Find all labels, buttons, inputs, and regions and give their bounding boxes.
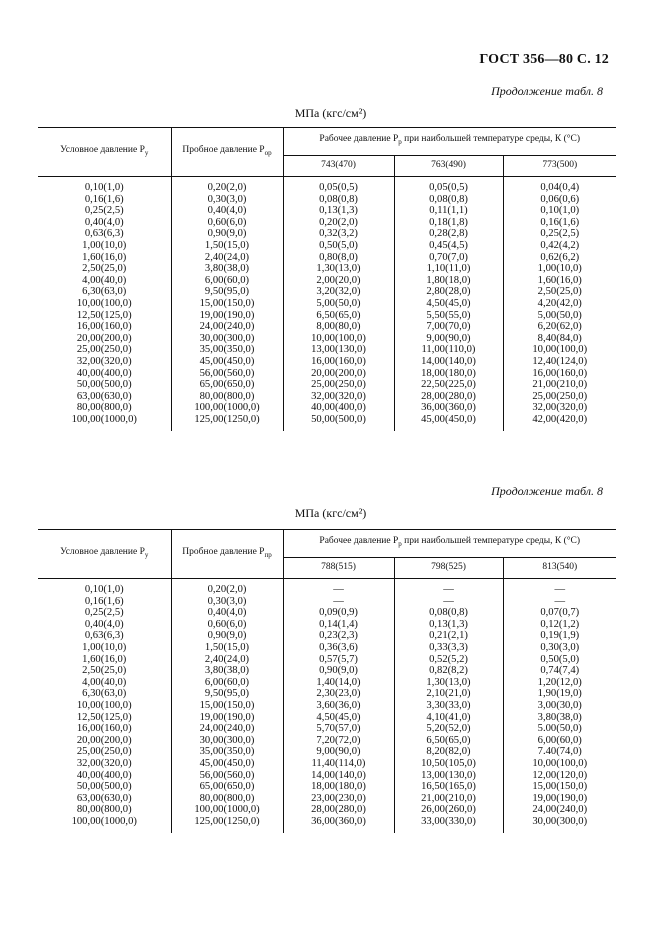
table-cell: 6,20(62,0) [503, 321, 616, 333]
table-row [38, 333, 616, 345]
table-cell: 5,00(50,0) [503, 310, 616, 322]
table-cell: 18,00(180,0) [283, 781, 394, 793]
table-cell: — [394, 596, 503, 608]
table-row [38, 379, 616, 391]
table-cell: 5,70(57,0) [283, 723, 394, 735]
table-cell: 15,00(150,0) [171, 298, 283, 310]
table-cell: 5,00(50,0) [283, 298, 394, 310]
table-cell: 9,50(95,0) [171, 688, 283, 700]
table-row [38, 642, 616, 654]
table-row [38, 700, 616, 712]
table-cell: 0,05(0,5) [394, 177, 503, 194]
table-cell: 9,00(90,0) [394, 333, 503, 345]
table-cell: 10,00(100,0) [76, 699, 132, 711]
table-cell: 40,00(400,0) [283, 402, 394, 414]
table-cell: 2,50(25,0) [82, 263, 127, 275]
table-cell: 1,00(10,0) [82, 641, 127, 653]
table-cell: 0,40(4,0) [171, 205, 283, 217]
table-cell: 32,00(320,0) [76, 355, 132, 367]
table-cell: 1,20(12,0) [503, 677, 616, 689]
table-row [38, 275, 616, 287]
table-cell: 32,00(320,0) [503, 402, 616, 414]
table-cell: 0,08(0,8) [394, 194, 503, 206]
table-row [38, 712, 616, 724]
header-working-pressure: Рабочее давление $P_р$ при наибольшей температуре среды, К (°С) [283, 530, 616, 558]
table-cell: 6,00(60,0) [503, 735, 616, 747]
table-row [38, 177, 616, 194]
table-row [38, 654, 616, 666]
table-cell: 3,30(33,0) [394, 700, 503, 712]
table-cell: 1,00(10,0) [82, 239, 127, 251]
table-cell: — [283, 579, 394, 596]
table-cell: 19,00(190,0) [171, 310, 283, 322]
table-row [38, 630, 616, 642]
table-cell: 0,18(1,8) [394, 217, 503, 229]
table-cell: 0,13(1,3) [394, 619, 503, 631]
table-cell: 5.00(50,0) [503, 723, 616, 735]
table-cell: 4,50(45,0) [283, 712, 394, 724]
table-row [38, 391, 616, 403]
table-cell: 100,00(1000,0) [171, 804, 283, 816]
table-cell: 12,50(125,0) [76, 309, 132, 321]
table-cell: 1,60(16,0) [82, 251, 127, 263]
table-cell: 56,00(560,0) [171, 770, 283, 782]
table-cell: 35,00(350,0) [171, 344, 283, 356]
pressure-table-1 [38, 127, 616, 431]
table-cell: 2,40(24,0) [171, 252, 283, 264]
table-cell: 2,50(25,0) [503, 286, 616, 298]
table-cell: 0,16(1,6) [84, 193, 124, 205]
table-cell: 26,00(260,0) [394, 804, 503, 816]
table-cell: 0,40(4,0) [84, 618, 124, 630]
table-cell: 42,00(420,0) [503, 414, 616, 432]
table-cell: 0,12(1,2) [503, 619, 616, 631]
table-cell: 11,40(114,0) [283, 758, 394, 770]
table-cell: 10,00(100,0) [283, 333, 394, 345]
header-temp-3: 813(540) [503, 558, 616, 579]
table-row [38, 688, 616, 700]
table-cell: 0,90(9,0) [171, 630, 283, 642]
table-cell: 4,50(45,0) [394, 298, 503, 310]
table-cell: 21,00(210,0) [503, 379, 616, 391]
table-cell: 56,00(560,0) [171, 368, 283, 380]
table-cell: 12,40(124,0) [503, 356, 616, 368]
table-cell: 2,40(24,0) [171, 654, 283, 666]
page-header: ГОСТ 356—80 С. 12 [479, 52, 609, 67]
table-cell: 30,00(300,0) [171, 735, 283, 747]
table-cell: 1,30(13,0) [283, 263, 394, 275]
table-cell: 0,21(2,1) [394, 630, 503, 642]
table-cell: 3,00(30,0) [503, 700, 616, 712]
table-cell: 0,70(7,0) [394, 252, 503, 264]
table-cell: 10,50(105,0) [394, 758, 503, 770]
table-cell: 4,00(40,0) [82, 274, 127, 286]
table-cell: 0,08(0,8) [283, 194, 394, 206]
table-cell: 0,08(0,8) [394, 607, 503, 619]
table-cell: 3,80(38,0) [171, 665, 283, 677]
table-cell: 0,30(3,0) [171, 194, 283, 206]
table-cell: 5,20(52,0) [394, 723, 503, 735]
table-cell: 1,90(19,0) [503, 688, 616, 700]
unit-label-2: МПа (кгс/см²) [294, 506, 367, 520]
table-cell: 45,00(450,0) [171, 356, 283, 368]
table-cell: 100,00(1000,0) [71, 815, 137, 827]
table-row [38, 414, 616, 432]
table-cell: 16,50(165,0) [394, 781, 503, 793]
table-cell: 20,00(200,0) [283, 368, 394, 380]
table-row [38, 596, 616, 608]
table-cell: 0,36(3,6) [283, 642, 394, 654]
continuation-label-2: Продолжение табл. 8 [491, 484, 603, 498]
table-cell: 0,25(2,5) [84, 607, 124, 619]
table-cell: 80,00(800,0) [76, 804, 132, 816]
table-cell: 0,09(0,9) [283, 607, 394, 619]
table-cell: 100,00(1000,0) [171, 402, 283, 414]
table-cell: 25,00(250,0) [503, 391, 616, 403]
table-cell: 80,00(800,0) [76, 402, 132, 414]
table-cell: 0,80(8,0) [283, 252, 394, 264]
table-cell: 0,50(5,0) [503, 654, 616, 666]
table-cell: — [503, 579, 616, 596]
table-cell: 0,10(1,0) [84, 182, 124, 193]
table-row [38, 402, 616, 414]
table-cell: 9,00(90,0) [283, 746, 394, 758]
table-cell: 16,00(160,0) [76, 723, 132, 735]
table-cell: 13,00(130,0) [394, 770, 503, 782]
table-cell: 0,19(1,9) [503, 630, 616, 642]
header-temp-2: 798(525) [394, 558, 503, 579]
table-cell: 0,52(5,2) [394, 654, 503, 666]
table-cell: 2,80(28,0) [394, 286, 503, 298]
table-cell: 15,00(150,0) [171, 700, 283, 712]
table-cell: 3,60(36,0) [283, 700, 394, 712]
table-row [38, 286, 616, 298]
table-row [38, 310, 616, 322]
table-cell: 1,50(15,0) [171, 240, 283, 252]
table-cell: 10,00(100,0) [503, 344, 616, 356]
table-cell: 100,00(1000,0) [71, 413, 137, 425]
pressure-table-2 [38, 529, 616, 833]
table-cell: 80,00(800,0) [171, 391, 283, 403]
table-cell: 80,00(800,0) [171, 793, 283, 805]
table-cell: 0,06(0,6) [503, 194, 616, 206]
header-temp-1: 788(515) [283, 558, 394, 579]
table-cell: 0,90(9,0) [171, 228, 283, 240]
table-cell: 0,11(1,1) [394, 205, 503, 217]
table-cell: 6,00(60,0) [171, 677, 283, 689]
table-cell: 0,25(2,5) [84, 205, 124, 217]
table-cell: 15,00(150,0) [503, 781, 616, 793]
table-row [38, 194, 616, 206]
table-cell: 7,00(70,0) [394, 321, 503, 333]
header-temp-3: 773(500) [503, 156, 616, 177]
table-cell: 14,00(140,0) [394, 356, 503, 368]
table-cell: 4,20(42,0) [503, 298, 616, 310]
header-nominal-pressure: Условное давление $P_у$ [38, 128, 171, 177]
table-cell: 50,00(500,0) [76, 379, 132, 391]
table-cell: 0,62(6,2) [503, 252, 616, 264]
table-cell: 0,16(1,6) [503, 217, 616, 229]
table-cell: 28,00(280,0) [283, 804, 394, 816]
table-cell: 14,00(140,0) [283, 770, 394, 782]
table-cell: 1,80(18,0) [394, 275, 503, 287]
table-cell: 25,00(250,0) [283, 379, 394, 391]
table-cell: 10,00(100,0) [76, 297, 132, 309]
table-cell: 6,30(63,0) [82, 688, 127, 700]
table-cell: 9,50(95,0) [171, 286, 283, 298]
table-cell: 2,30(23,0) [283, 688, 394, 700]
table-cell: 22,50(225,0) [394, 379, 503, 391]
table-cell: 0,32(3,2) [283, 228, 394, 240]
table-cell: 0,82(8,2) [394, 665, 503, 677]
table-cell: 5,50(55,0) [394, 310, 503, 322]
table-cell: 1,40(14,0) [283, 677, 394, 689]
table-cell: 19,00(190,0) [503, 793, 616, 805]
table-cell: 6,50(65,0) [394, 735, 503, 747]
continuation-label-1: Продолжение табл. 8 [491, 84, 603, 98]
table-cell: 6,30(63,0) [82, 286, 127, 298]
table-row [38, 321, 616, 333]
table-row [38, 677, 616, 689]
table-cell: 40,00(400,0) [76, 769, 132, 781]
table-cell: 0,13(1,3) [283, 205, 394, 217]
table-cell: 65,00(650,0) [171, 781, 283, 793]
table-cell: 0,57(5,7) [283, 654, 394, 666]
table-cell: 0,74(7,4) [503, 665, 616, 677]
table-cell: 24,00(240,0) [503, 804, 616, 816]
table-cell: 36,00(360,0) [283, 816, 394, 834]
table-cell: 13,00(130,0) [283, 344, 394, 356]
table-row [38, 228, 616, 240]
table-cell: 0,23(2,3) [283, 630, 394, 642]
table-cell: 0,20(2,0) [171, 177, 283, 194]
table-cell: 28,00(280,0) [394, 391, 503, 403]
table-row [38, 356, 616, 368]
table-row [38, 252, 616, 264]
table-row [38, 781, 616, 793]
table-cell: 11,00(110,0) [394, 344, 503, 356]
header-temp-2: 763(490) [394, 156, 503, 177]
table-cell: 12,00(120,0) [503, 770, 616, 782]
table-row [38, 793, 616, 805]
table-cell: 2,00(20,0) [283, 275, 394, 287]
table-cell: 0,63(6,3) [84, 228, 124, 240]
table-cell: 16,00(160,0) [76, 321, 132, 333]
table-cell: 3,20(32,0) [283, 286, 394, 298]
table-row [38, 368, 616, 380]
header-test-pressure: Пробное давление $P_{ор}$ [171, 128, 283, 177]
table-cell: 0,20(2,0) [171, 579, 283, 596]
table-cell: 40,00(400,0) [76, 367, 132, 379]
table-cell: 3,80(38,0) [503, 712, 616, 724]
table-row [38, 804, 616, 816]
table-cell: 21,00(210,0) [394, 793, 503, 805]
table-cell: 33,00(330,0) [394, 816, 503, 834]
table-row [38, 665, 616, 677]
table-cell: 0,90(9,0) [283, 665, 394, 677]
table-row [38, 579, 616, 596]
table-cell: 6,50(65,0) [283, 310, 394, 322]
table-row [38, 735, 616, 747]
table-cell: 0,40(4,0) [84, 216, 124, 228]
table-cell: 63,00(630,0) [76, 792, 132, 804]
table-cell: — [283, 596, 394, 608]
table-row [38, 723, 616, 735]
table-row [38, 770, 616, 782]
table-cell: 23,00(230,0) [283, 793, 394, 805]
table-cell: 12,50(125,0) [76, 711, 132, 723]
table-cell: 0,40(4,0) [171, 607, 283, 619]
header-nominal-pressure: Условное давление $P_у$ [38, 530, 171, 579]
table-cell: — [503, 596, 616, 608]
table-cell: 36,00(360,0) [394, 402, 503, 414]
table-cell: 0,28(2,8) [394, 228, 503, 240]
table-cell: — [394, 579, 503, 596]
table-cell: 7.40(74,0) [503, 746, 616, 758]
table-row [38, 240, 616, 252]
table-cell: 19,00(190,0) [171, 712, 283, 724]
table-cell: 45,00(450,0) [394, 414, 503, 432]
table-cell: 0,60(6,0) [171, 217, 283, 229]
table-cell: 0,63(6,3) [84, 630, 124, 642]
table-cell: 0,10(1,0) [503, 205, 616, 217]
table-cell: 3,80(38,0) [171, 263, 283, 275]
table-cell: 0,33(3,3) [394, 642, 503, 654]
table-cell: 1,50(15,0) [171, 642, 283, 654]
table-row [38, 344, 616, 356]
table-row [38, 746, 616, 758]
table-cell: 35,00(350,0) [171, 746, 283, 758]
table-cell: 125,00(1250,0) [171, 414, 283, 432]
table-cell: 25,00(250,0) [76, 344, 132, 356]
table-row [38, 607, 616, 619]
table-cell: 16,00(160,0) [283, 356, 394, 368]
table-cell: 4,00(40,0) [82, 676, 127, 688]
table-cell: 50,00(500,0) [76, 781, 132, 793]
table-row [38, 619, 616, 631]
table-row [38, 217, 616, 229]
table-cell: 24,00(240,0) [171, 723, 283, 735]
table-row [38, 263, 616, 275]
table-cell: 0,04(0,4) [503, 177, 616, 194]
table-cell: 20,00(200,0) [76, 734, 132, 746]
table-cell: 20,00(200,0) [76, 332, 132, 344]
header-temp-1: 743(470) [283, 156, 394, 177]
table-row [38, 205, 616, 217]
table-cell: 32,00(320,0) [283, 391, 394, 403]
table-cell: 0,30(3,0) [503, 642, 616, 654]
table-cell: 0,10(1,0) [84, 584, 124, 595]
table-cell: 0,07(0,7) [503, 607, 616, 619]
table-cell: 125,00(1250,0) [171, 816, 283, 834]
table-cell: 18,00(180,0) [394, 368, 503, 380]
header-test-pressure: Пробное давление $P_{пр}$ [171, 530, 283, 579]
unit-label-1: МПа (кгс/см²) [294, 106, 367, 120]
table-cell: 8,40(84,0) [503, 333, 616, 345]
table-cell: 16,00(160,0) [503, 368, 616, 380]
table-row [38, 298, 616, 310]
table-cell: 1,30(13,0) [394, 677, 503, 689]
table-cell: 0,14(1,4) [283, 619, 394, 631]
table-cell: 45,00(450,0) [171, 758, 283, 770]
table-cell: 6,00(60,0) [171, 275, 283, 287]
table-cell: 0,42(4,2) [503, 240, 616, 252]
table-cell: 2,50(25,0) [82, 665, 127, 677]
table-cell: 30,00(300,0) [503, 816, 616, 834]
table-cell: 0,60(6,0) [171, 619, 283, 631]
table-cell: 0,50(5,0) [283, 240, 394, 252]
table-cell: 0,45(4,5) [394, 240, 503, 252]
table-cell: 8,00(80,0) [283, 321, 394, 333]
table-cell: 63,00(630,0) [76, 390, 132, 402]
table-cell: 1,60(16,0) [82, 653, 127, 665]
table-cell: 0,16(1,6) [84, 595, 124, 607]
header-working-pressure: Рабочее давление $P_р$ при наибольшей температуре среды, К (°С) [283, 128, 616, 156]
table-row [38, 758, 616, 770]
table-cell: 8,20(82,0) [394, 746, 503, 758]
table-cell: 32,00(320,0) [76, 757, 132, 769]
table-cell: 0,05(0,5) [283, 177, 394, 194]
table-cell: 7,20(72,0) [283, 735, 394, 747]
table-cell: 1,10(11,0) [394, 263, 503, 275]
table-cell: 30,00(300,0) [171, 333, 283, 345]
table-cell: 65,00(650,0) [171, 379, 283, 391]
table-cell: 0,20(2,0) [283, 217, 394, 229]
table-cell: 4,10(41,0) [394, 712, 503, 724]
table-cell: 25,00(250,0) [76, 746, 132, 758]
table-cell: 50,00(500,0) [283, 414, 394, 432]
table-cell: 2,10(21,0) [394, 688, 503, 700]
table-row [38, 816, 616, 834]
table-cell: 24,00(240,0) [171, 321, 283, 333]
table-cell: 10,00(100,0) [503, 758, 616, 770]
table-cell: 0,25(2,5) [503, 228, 616, 240]
table-cell: 1,00(10,0) [503, 263, 616, 275]
table-cell: 1,60(16,0) [503, 275, 616, 287]
table-cell: 0,30(3,0) [171, 596, 283, 608]
